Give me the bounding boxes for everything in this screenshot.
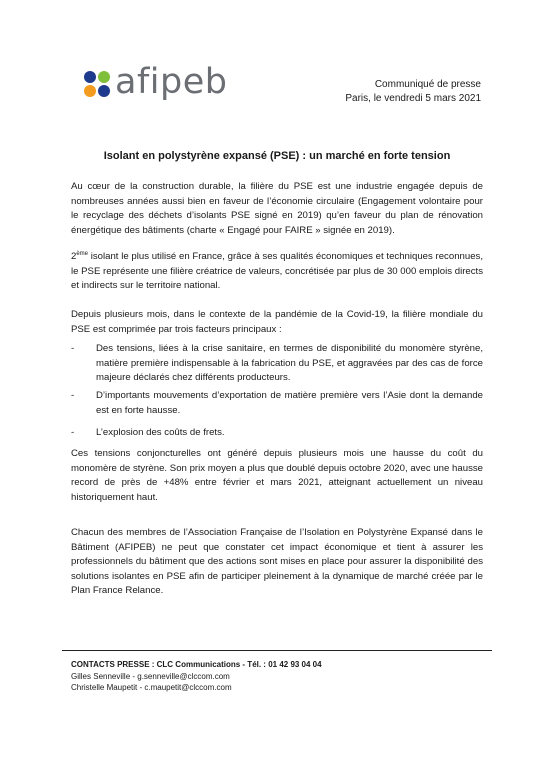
bullet-exports: [71, 389, 483, 418]
paragraph-afipeb: [71, 526, 483, 599]
press-contacts: [71, 659, 322, 694]
contact-christelle[interactable]: Christelle Maupetit - c.maupetit@clccom.com: [71, 683, 232, 692]
paragraph-afipeb-text: Chacun des membres de l’Association Française de l’Isolation en Polystyrène Expansé dans le Bâtiment (AFIPEB) ne peut que constater cet impact économique et tient à assurer les professionnels du bâtiment que des actions sont mises en place pour assurer la disponibilité des solutions isolantes en PSE afin de participer pleinement à la dynamique de marché créée par le Plan France Relance.: [71, 527, 483, 597]
press-release-date: Paris, le vendredi 5 mars 2021: [345, 93, 481, 104]
bullet-text: D’importants mouvements d’exportation de matière première vers l’Asie dont la demande est en forte hausse.: [96, 390, 483, 416]
afipeb-logo: [82, 64, 227, 104]
press-release-header: [345, 78, 481, 106]
footer-divider: [62, 650, 492, 651]
bullet-dash: -: [71, 427, 75, 438]
document-title: Isolant en polystyrène expansé (PSE) : un marché en forte tension: [103, 150, 451, 162]
paragraph-ranking: [71, 250, 483, 294]
press-release-label: Communiqué de presse: [374, 79, 481, 90]
contacts-heading: CONTACTS PRESSE : CLC Communications - Tél. : 01 42 93 04 04: [71, 660, 322, 669]
bullet-dash: -: [71, 343, 75, 354]
bullet-list-item: [71, 389, 483, 418]
paragraph-ranking-rest: isolant le plus utilisé en France, grâce à ses qualités économiques et techniques reconnues, le PSE représente une filière créatrice de valeurs, concrétisée par plus de 30 000 emplois directs et indirects sur le territoire national.: [71, 251, 483, 292]
bullet-text: L’explosion des coûts de frets.: [96, 427, 225, 438]
paragraph-context: [71, 308, 483, 337]
paragraph-intro: [71, 180, 483, 238]
paragraph-intro-text: Au cœur de la construction durable, la filière du PSE est une industrie engagée depuis de nombreuses années aussi bien en faveur de l’économie circulaire (Engagement volontaire pour le recyclage des déchets d’isolants PSE signé en 2019) qu’en faveur du plan de rénovation énergétique des bâtiments (charte « Engagé pour FAIRE » signée en 2019).: [71, 181, 483, 236]
bullet-tensions: [71, 342, 483, 386]
paragraph-ranking-text: [71, 250, 483, 294]
bullet-text: Des tensions, liées à la crise sanitaire, en termes de disponibilité du monomère styrène, matière première indispensable à la fabrication du PSE, et aggravées par des cas de force majeure déclarés chez différents producteurs.: [96, 343, 483, 384]
bullet-list-item: [71, 342, 483, 386]
bullet-list-item: [71, 426, 483, 441]
rank-superscript: ème: [76, 250, 89, 257]
contact-gilles[interactable]: Gilles Senneville - g.senneville@clccom.com: [71, 671, 230, 681]
paragraph-context-text: Depuis plusieurs mois, dans le contexte de la pandémie de la Covid-19, la filière mondiale du PSE est comprimée par trois facteurs principaux :: [71, 309, 483, 335]
paragraph-price-text: Ces tensions conjoncturelles ont généré depuis plusieurs mois une hausse du coût du monomère de styrène. Son prix moyen a plus que doublé depuis octobre 2020, avec une hausse record de près de +48% entre février et mars 2021, atteignant actuellement un niveau historiquement haut.: [71, 448, 483, 503]
logo-wordmark: afipeb: [115, 62, 228, 102]
rank-number: 2: [71, 251, 77, 262]
bullet-dash: -: [71, 390, 75, 401]
logo-dots-icon: [82, 69, 112, 99]
bullet-freight: [71, 426, 483, 441]
paragraph-price: [71, 447, 483, 505]
